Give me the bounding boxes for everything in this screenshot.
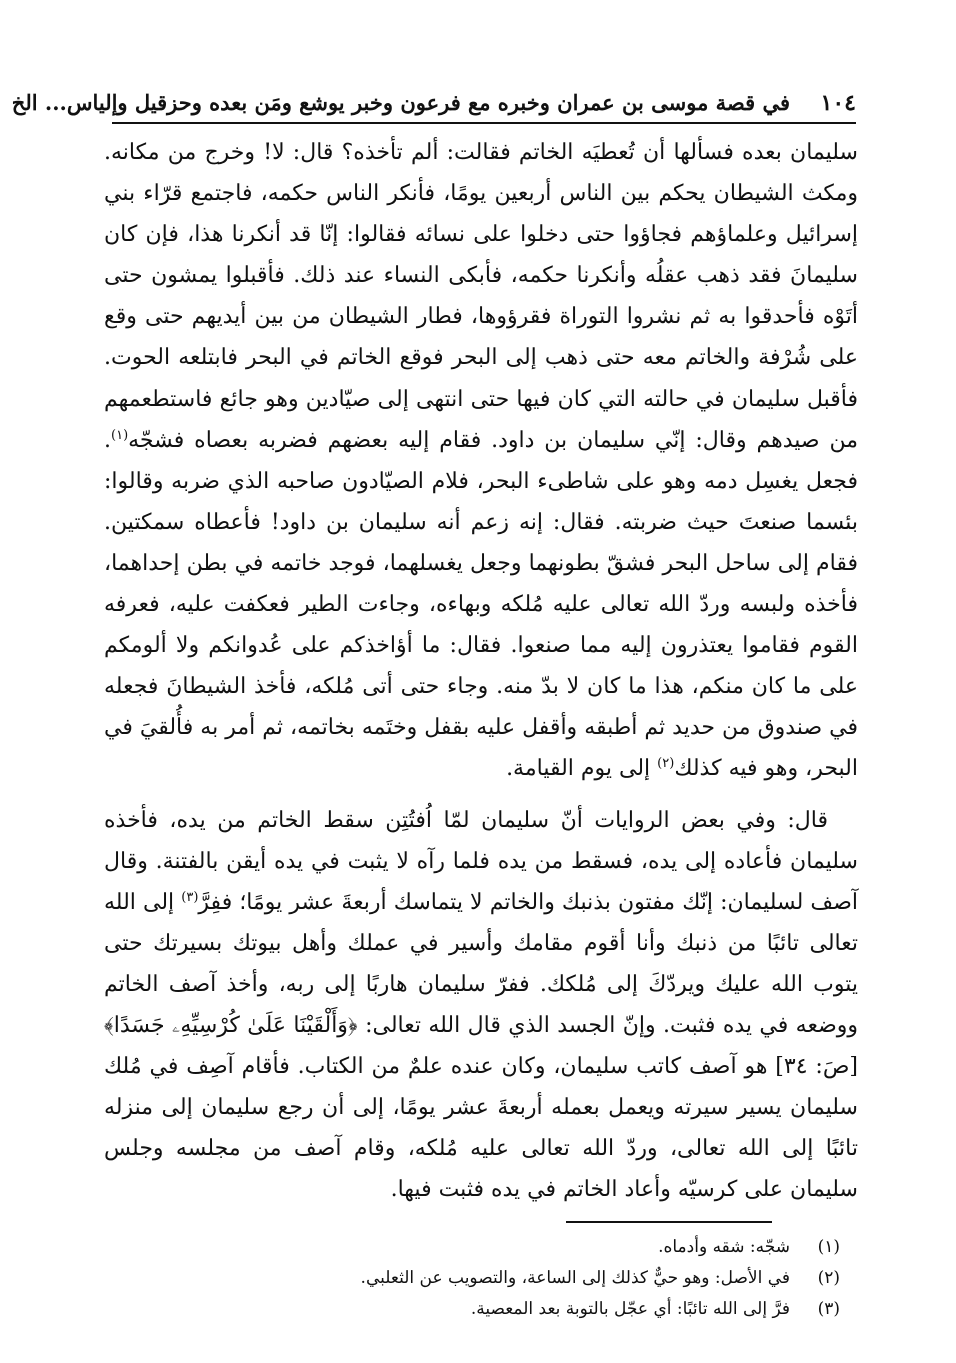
page-number: ١٠٤ — [820, 90, 856, 116]
paragraph-2-part-2: إلى الله تعالى تائبًا من ذنبك وأنا أقوم مقامك وأسير في عملك وأهل بيوتك بسيرتك حتى يتوب الله عليك ويردّكَ إلى مُلكك. ففرّ سليمان هاربًا إلى ربه، وأخذ آصف الخاتم ووضعه في يده فثبت. وإنّ الجسد الذي قال الله تعالى: ﴿وَأَلْقَيْنَا عَلَىٰ كُرْسِيِّهِۦ جَسَدًا﴾ [صَ: ٣٤] هو آصف كاتب سليمان، وكان عنده علمٌ من الكتاب. فأقام آصِف في مُلك سليمان يسير سيرته ويعمل بعمله أربعةَ عشر يومًا، إلى أن رجع سليمان إلى منزله تائبًا إلى الله تعالى، وردّ الله تعالى عليه مُلكه، وقام آصف من مجلسه وجلس سليمان على كرسيّه وأعاد الخاتم في يده فثبت فيها. — [104, 889, 858, 1203]
header-rule — [112, 122, 856, 124]
body-text — [104, 132, 858, 1210]
footnote-text: فرَّ إلى الله تائبًا: أي عجّل بالتوبة بعد المعصية. — [470, 1299, 790, 1319]
footnote-number: (١) — [817, 1237, 840, 1257]
footnote-3 — [104, 1294, 840, 1325]
footnote-number: (٣) — [817, 1299, 840, 1319]
running-title: في قصة موسى بن عمران وخبره مع فرعون وخبر يوشع ومَن بعده وحزقيل وإلياس... الخ — [11, 90, 790, 115]
footnote-ref-2[interactable]: (٢) — [657, 756, 675, 772]
paragraph-1-part-3: إلى يوم القيامة. — [506, 756, 658, 782]
paragraph-2 — [104, 800, 858, 1211]
footnote-ref-3[interactable]: (٣) — [181, 889, 199, 905]
footnote-text: شجّه: شقه وأدماه. — [658, 1237, 790, 1257]
footnote-separator — [566, 1221, 772, 1223]
footnote-1 — [104, 1232, 840, 1263]
paragraph-2-part-1: قال: وفي بعض الروايات أنّ سليمان لمّا اُفتُتِن سقط الخاتم من يده، فأخذه سليمان فأعاده إلى يده، فسقط من يده فلما رآه لا يثبت في يده أيقن بالفتنة. وقال آصف لسليمان: إنّك مفتون بذنبك والخاتم لا يتماسك أربعةَ عشر يومًا؛ ففِرَّ — [104, 807, 858, 915]
paragraph-1-part-2: . فجعل يغسِل دمه وهو على شاطىء البحر، فلام الصيّادون صاحبه الذي ضربه وقالوا: بئسما صنعتَ حيث ضربته. فقال: إنه زعم أنه سليمان بن داود! فأعطاه سمكتين. فقام إلى ساحل البحر فشقّ بطونهما وجعل يغسلهما، فوجد خاتمه في بطن إحداهما، فأخذه ولبسه وردّ الله تعالى عليه مُلكه وبهاءه، وجاءت الطير فعكفت عليه، فعرفه القوم فقاموا يعتذرون إليه مما صنعوا. فقال: ما أؤاخذكم على عُدوانكم ولا ألومكم على ما كان منكم، هذا ما كان لا بدّ منه. وجاء حتى أتى مُلكه، فأخذ الشيطانَ فجعله في صندوق من حديد ثم أطبقه وأقفل عليه بقفل وختَمه بخاتمه، ثم أمر به فأُلقيَ في البحر، وهو فيه كذلك — [104, 427, 858, 782]
footnote-text: في الأصل: وهو حيٌّ كذلك إلى الساعة، والتصويب عن الثعلبي. — [360, 1268, 790, 1288]
footnote-ref-1[interactable]: (١) — [111, 427, 129, 443]
footnote-2 — [104, 1263, 840, 1294]
paragraph-1-part-1: سليمان بعده فسألها أن تُعطيَه الخاتم فقالت: ألم تأخذه؟ قال: لا! وخرج من مكانه. ومكث الشيطان يحكم بين الناس أربعين يومًا، فأنكر الناس حكمه، فاجتمع قرّاء بني إسرائيل وعلماؤهم فجاؤوا حتى دخلوا على نسائه فقالوا: إنّا قد أنكرنا هذا، فإن كان سليمانَ فقد ذهب عقلُه وأنكرنا حكمه، فأبكى النساء عند ذلك. فأقبلوا يمشون حتى أتَوْه فأحدقوا به ثم نشروا التوراة فقرؤوها، فطار الشيطان من بين أيديهم حتى وقع على شُرْفة والخاتم معه حتى ذهب إلى البحر فوقع الخاتم في البحر فابتلعه الحوت. فأقبل سليمان في حالته التي كان فيها حتى انتهى إلى صيّادين وهو جائع فاستطعمهم من صيدهم وقال: إنّي سليمان بن داود. فقام إليه بعضهم فضربه بعصاه فشجّه — [104, 140, 858, 453]
paragraph-1 — [104, 132, 858, 790]
footnote-number: (٢) — [817, 1268, 840, 1288]
footnotes — [104, 1232, 840, 1325]
page-header — [11, 78, 856, 124]
